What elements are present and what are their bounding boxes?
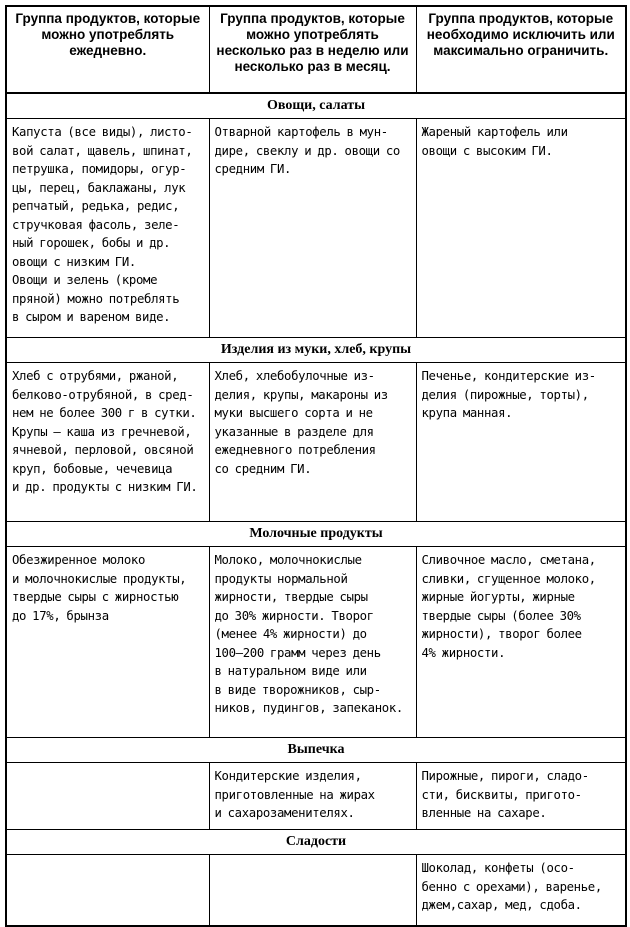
cell-line: 100—200 грамм через день bbox=[214, 645, 381, 660]
cell-line: и молочнокислые продукты, bbox=[12, 571, 187, 586]
weekly-cell bbox=[209, 763, 416, 830]
section-content-row bbox=[6, 763, 626, 830]
cell-line: Овощи и зелень (кроме bbox=[12, 273, 158, 287]
header-weekly: Группа продуктов, которые можно употреблять несколько раз в неделю или несколько раз в месяц. bbox=[209, 6, 416, 93]
section-title: Выпечка bbox=[6, 738, 626, 763]
cell-line: в натуральном виде или bbox=[214, 664, 367, 678]
cell-line: жирности), творог более bbox=[421, 627, 582, 641]
cell-line: ников, пудингов, запеканок. bbox=[214, 701, 403, 715]
daily-cell bbox=[6, 547, 209, 738]
section-row bbox=[6, 522, 626, 547]
section-content-row bbox=[6, 855, 626, 927]
cell-line: и сахарозаменителях. bbox=[214, 806, 355, 820]
cell-line: Хлеб, хлебобулочные из- bbox=[214, 369, 375, 383]
cell-line: Отварной картофель в мун- bbox=[214, 125, 388, 139]
cell-line: муки высшего сорта и не bbox=[214, 406, 373, 420]
cell-line: пряной) можно потреблять bbox=[12, 291, 180, 306]
cell-line: Молоко, молочнокислые bbox=[214, 553, 362, 567]
section-row bbox=[6, 830, 626, 855]
cell-line: Сливочное масло, сметана, bbox=[421, 553, 596, 567]
daily-cell bbox=[6, 363, 209, 522]
limit-cell bbox=[416, 119, 626, 338]
cell-line: Капуста (все виды), листо- bbox=[12, 125, 193, 139]
cell-line: петрушка, помидоры, огур- bbox=[12, 162, 187, 176]
cell-line: со средним ГИ. bbox=[214, 461, 312, 476]
weekly-cell bbox=[209, 547, 416, 738]
section-title: Изделия из муки, хлеб, крупы bbox=[6, 338, 626, 363]
cell-line: круп, бобовые, чечевица bbox=[12, 461, 173, 476]
cell-line: ный горошек, бобы и др. bbox=[12, 236, 171, 250]
cell-line: овощи с низким ГИ. bbox=[12, 254, 136, 269]
cell-line: Шоколад, конфеты (осо- bbox=[421, 861, 575, 875]
section-title: Овощи, салаты bbox=[6, 93, 626, 119]
cell-line: бенно с орехами), варенье, bbox=[421, 879, 602, 894]
cell-line: репчатый, редька, редис, bbox=[12, 199, 180, 213]
cell-line: указанные в разделе для bbox=[214, 424, 374, 439]
weekly-cell bbox=[209, 363, 416, 522]
cell-line: продукты нормальной bbox=[214, 571, 348, 586]
cell-line: овощи с высоким ГИ. bbox=[421, 143, 553, 158]
section-row bbox=[6, 338, 626, 363]
cell-line: цы, перец, баклажаны, лук bbox=[12, 180, 186, 195]
cell-line: вленные на сахаре. bbox=[421, 806, 547, 820]
cell-line: жирности, твердые сыры bbox=[214, 590, 368, 604]
cell-line: твердые сыры (более 30% bbox=[421, 608, 581, 623]
weekly-cell bbox=[209, 119, 416, 338]
cell-line: до 17%, брынза bbox=[12, 608, 109, 623]
cell-line: Пирожные, пироги, сладо- bbox=[421, 769, 589, 783]
cell-line: нем не более 300 г в сутки. bbox=[12, 406, 197, 420]
section-row bbox=[6, 93, 626, 119]
cell-line: в виде творожников, сыр- bbox=[214, 682, 381, 697]
cell-line: Обезжиренное молоко bbox=[12, 553, 146, 567]
cell-line: делия (пирожные, торты), bbox=[421, 387, 589, 402]
cell-line: в сыром и вареном виде. bbox=[12, 310, 171, 324]
cell-line: дире, свеклу и др. овощи со bbox=[214, 143, 400, 158]
header-daily: Группа продуктов, которые можно употреблять ежедневно. bbox=[6, 6, 209, 93]
cell-line: сливки, сгущенное молоко, bbox=[421, 571, 596, 586]
cell-line: Хлеб с отрубями, ржаной, bbox=[12, 369, 179, 383]
diet-table-body bbox=[6, 6, 626, 926]
section-title: Сладости bbox=[6, 830, 626, 855]
header-row bbox=[6, 6, 626, 93]
cell-line: стручковая фасоль, зеле- bbox=[12, 217, 180, 232]
limit-cell bbox=[416, 763, 626, 830]
daily-cell bbox=[6, 855, 209, 927]
cell-line: делия, крупы, макароны из bbox=[214, 387, 388, 402]
cell-line: Крупы — каша из гречневой, bbox=[12, 424, 192, 439]
section-row bbox=[6, 738, 626, 763]
limit-cell bbox=[416, 855, 626, 927]
cell-line: вой салат, щавель, шпинат, bbox=[12, 143, 193, 158]
section-content-row bbox=[6, 363, 626, 522]
cell-line: Кондитерские изделия, bbox=[214, 769, 362, 783]
cell-line: до 30% жирности. Творог bbox=[214, 608, 374, 623]
limit-cell bbox=[416, 547, 626, 738]
cell-line: твердые сыры с жирностью bbox=[12, 590, 179, 604]
weekly-cell bbox=[209, 855, 416, 927]
daily-cell bbox=[6, 763, 209, 830]
diet-table bbox=[5, 5, 627, 927]
cell-line: Печенье, кондитерские из- bbox=[421, 369, 596, 383]
cell-line: жирные йогурты, жирные bbox=[421, 590, 575, 604]
cell-line: Жареный картофель или bbox=[421, 125, 568, 139]
cell-line: средним ГИ. bbox=[214, 162, 292, 176]
cell-line: и др. продукты с низким ГИ. bbox=[12, 480, 198, 494]
cell-line: ячневой, перловой, овсяной bbox=[12, 443, 194, 457]
header-limit: Группа продуктов, которые необходимо исключить или максимально ограничить. bbox=[416, 6, 626, 93]
cell-line: крупа манная. bbox=[421, 406, 513, 420]
cell-line: белково-отрубяной, в сред- bbox=[12, 387, 194, 402]
section-content-row bbox=[6, 119, 626, 338]
cell-line: 4% жирности. bbox=[421, 645, 506, 660]
limit-cell bbox=[416, 363, 626, 522]
cell-line: (менее 4% жирности) до bbox=[214, 627, 367, 641]
section-title: Молочные продукты bbox=[6, 522, 626, 547]
cell-line: приготовленные на жирах bbox=[214, 787, 375, 802]
cell-line: джем,сахар, мед, сдоба. bbox=[421, 898, 582, 912]
section-content-row bbox=[6, 547, 626, 738]
cell-line: сти, бисквиты, пригото- bbox=[421, 787, 582, 802]
cell-line: ежедневного потребления bbox=[214, 443, 376, 457]
daily-cell bbox=[6, 119, 209, 338]
